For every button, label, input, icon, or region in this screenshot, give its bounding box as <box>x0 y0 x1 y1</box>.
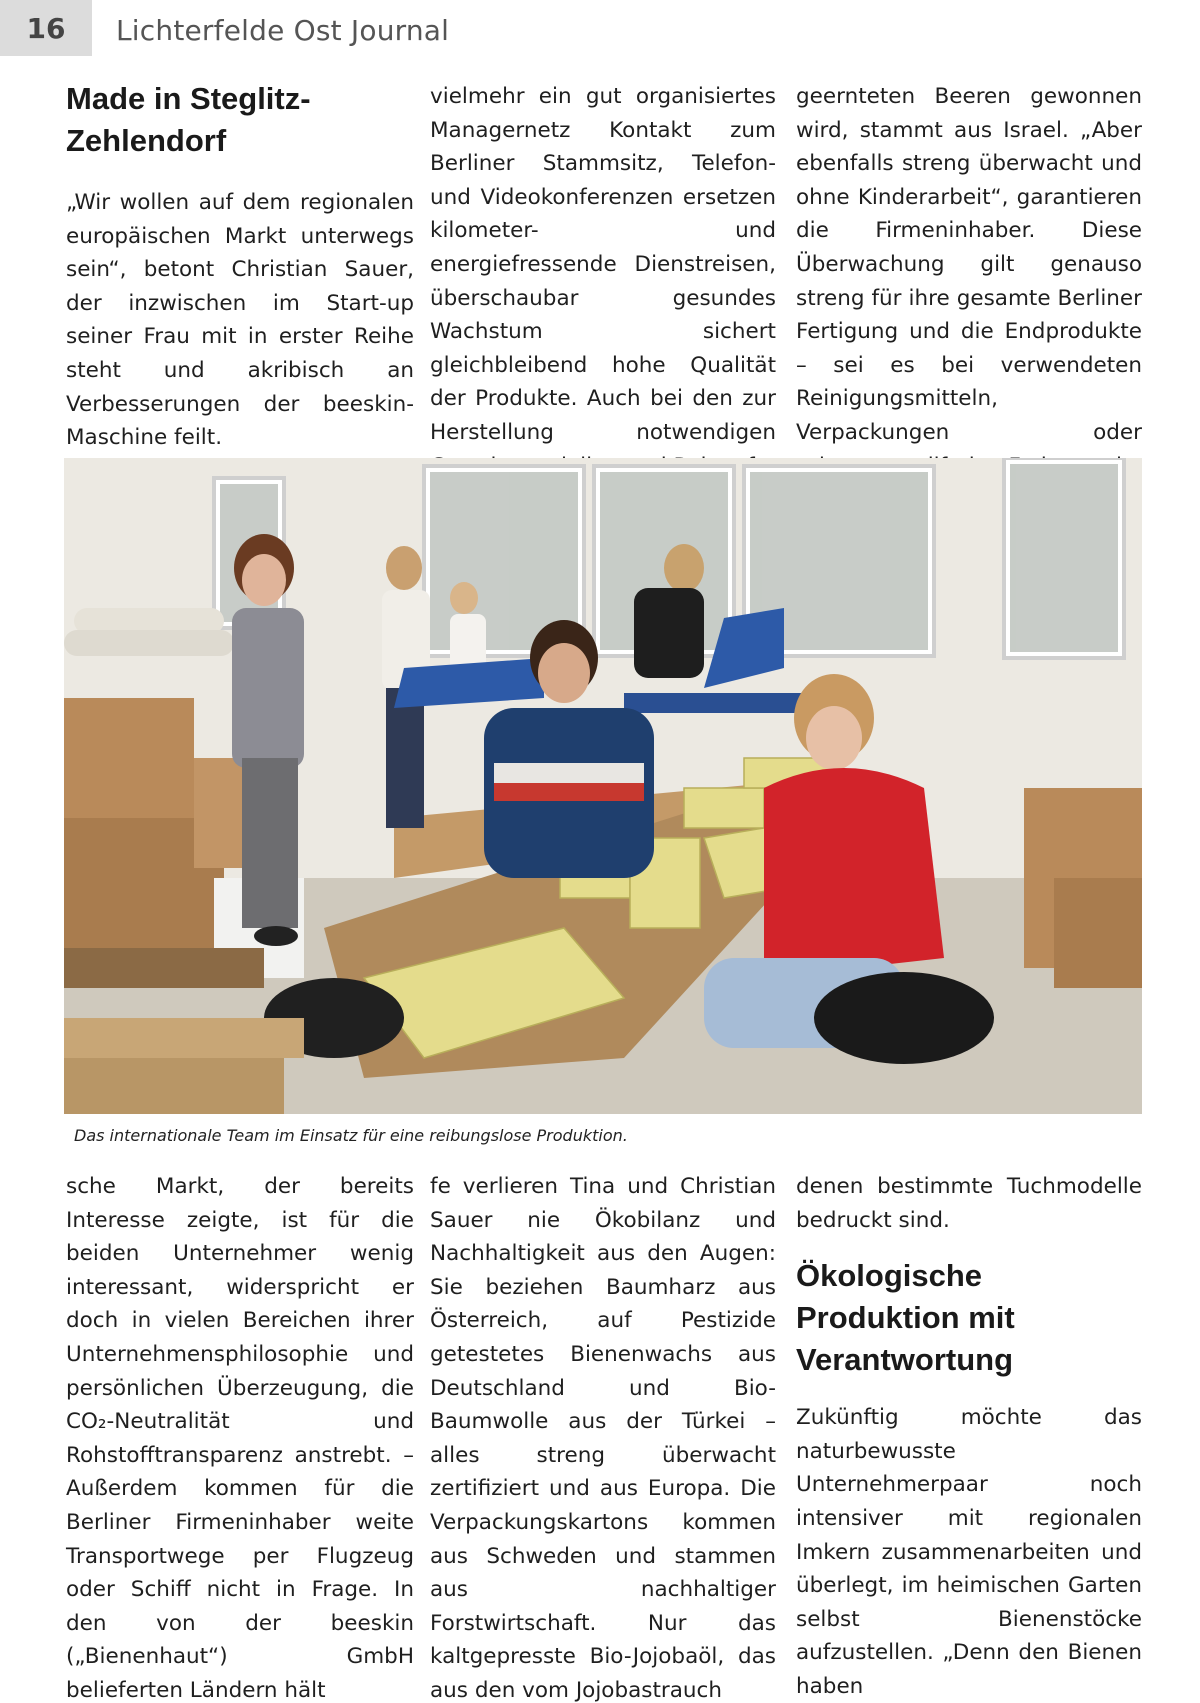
column-1-bottom <box>66 1170 414 1703</box>
paragraph: denen bestimmte Tuchmodelle bedruckt sind. <box>796 1174 1142 1233</box>
article-headline: Made in Steglitz-Zehlendorf <box>66 81 311 158</box>
column-3-top <box>796 80 1142 483</box>
column-2-bottom <box>430 1170 776 1703</box>
section-subheadline: Ökologische Produktion mit Verantwortung <box>796 1258 1015 1378</box>
paragraph: geernteten Beeren gewonnen wird, stammt aus Israel. „Aber ebenfalls streng überwacht und ohne Kinderarbeit“, garantieren die Firmeninhaber. Diese Überwachung gilt genauso streng für ihre gesamte Berliner Fertigung und die Endprodukte – sei es bei verwendeten Reinigungsmitteln, Verpackungen oder <box>796 84 1142 445</box>
paragraph: sche Markt, der bereits Interesse zeigte, ist für die beiden Unternehmer wenig interessant, widerspricht er doch in vielen Bereichen ihrer Unternehmensphilosophie und persönlichen Überzeugung, die CO₂-Neutralität und Rohstofftransparenz anstrebt. – Außerdem kommen für die Berliner Firmeninhaber weite Transportwege per Flugzeug oder Schiff nicht in Frage. In den von der beeskin („Bienenhaut“) GmbH belieferten Ländern hält <box>66 1174 414 1703</box>
page-number: 16 <box>0 0 92 56</box>
column-3-bottom <box>796 1170 1142 1703</box>
production-team-photo <box>64 458 1142 1114</box>
paragraph: vielmehr ein gut organisiertes Managernetz Kontakt zum Berliner Stammsitz, Telefon- und Videokonferenzen ersetzen kilometer- und energiefressende Dienstreisen, überschaubar gesundes Wachstum sichert gleichbleibend hohe Qualität der Produkte. Auch bei den zur Herstellung notwendigen <box>430 84 776 445</box>
photo-caption: Das internationale Team im Einsatz für eine reibungslose Produktion. <box>74 1126 628 1145</box>
paragraph: „Wir wollen auf dem regionalen europäischen Markt unterwegs sein“, betont Christian Sauer, der inzwischen im Start-up seiner Frau mit in erster Reihe steht und akribisch an Verbesserungen der beeskin-Maschine feilt. <box>66 190 414 451</box>
column-2-top <box>430 80 776 483</box>
paragraph: fe verlieren Tina und Christian Sauer nie Ökobilanz und Nachhaltigkeit aus den Augen: Sie beziehen Baumharz aus Österreich, auf Pestizide getestetes Bienenwachs aus Deutschland und Bio-Baumwolle aus der Türkei – alles streng überwacht zertifiziert und aus Europa. Die Verpackungskartons kommen aus Schweden und stammen aus nachhaltiger Forstwirtschaft. Nur das kaltgepresste Bio-Jojobaöl, das aus den vom Jojobastrauch <box>430 1174 776 1703</box>
paragraph: Zukünftig möchte das naturbewusste Unternehmerpaar noch intensiver mit regionalen Imkern zusammenarbeiten und überlegt, im heimischen Garten selbst Bienenstöcke aufzustellen. „Denn den Bienen haben <box>796 1405 1142 1699</box>
column-1-top <box>66 78 414 488</box>
journal-title: Lichterfelde Ost Journal <box>116 14 450 47</box>
